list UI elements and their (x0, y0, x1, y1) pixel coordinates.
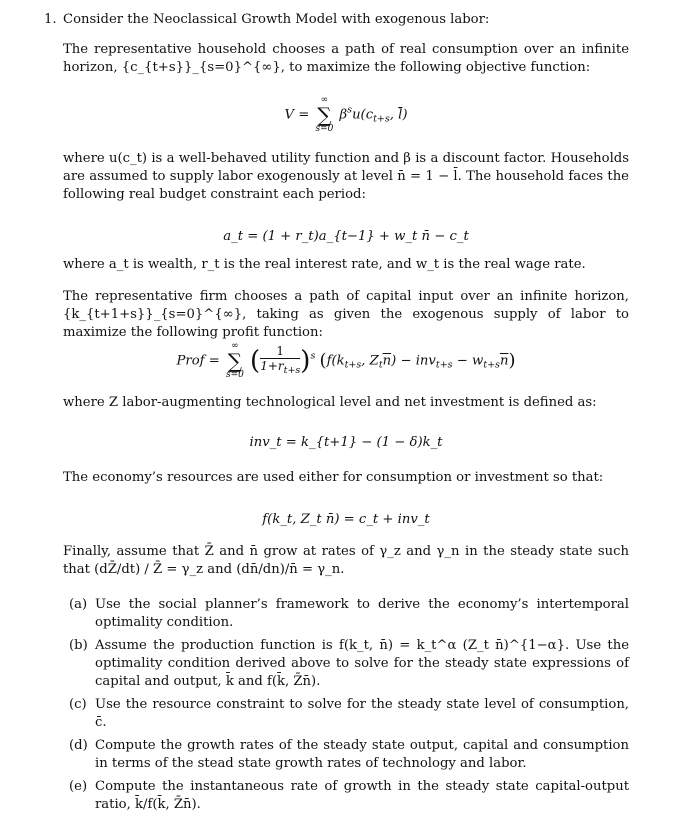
investment-equation: inv_t = k_{t+1} − (1 − δ)k_t (249, 435, 443, 450)
resource-equation: f(k_t, Z_t n̄) = c_t + inv_t (262, 512, 430, 527)
part-d (63, 737, 629, 773)
objective-equation: V = ∞ ∑ s=0 $\beta^su(c_{t+s}$, $\overline{l}$) (284, 95, 408, 134)
part-label: (d) (69, 738, 88, 753)
part-text: Use the resource constraint to solve for the steady state level of consumption, c̄. (95, 697, 629, 730)
question-number: 1. (44, 12, 57, 27)
part-b (63, 637, 629, 691)
part-text: Compute the instantaneous rate of growth in the steady state capital-output ratio, k̄/f(k̄, Z̄n̄). (95, 779, 629, 812)
profit-equation: Prof = ∞ ∑ s=0 ( $\frac{1}{1+r_{t+s}}$ )$^s$ ($f(k_{t+s}$, $Z_t\overline{n}) - inv_{t+s} - w_{t+s}\overline{n}$) (176, 341, 516, 380)
question-parts (63, 596, 629, 819)
budget-equation: a_t = (1 + r_t)a_{t−1} + w_t n̄ − c_t (223, 229, 469, 244)
summation-symbol: ∞ ∑ s=0 (225, 341, 244, 380)
investment-description: where Z labor-augmenting technological level and net investment is defined as: (63, 395, 597, 410)
part-e (63, 778, 629, 814)
question-heading: Consider the Neoclassical Growth Model with exogenous labor: (63, 12, 490, 27)
summation-symbol: ∞ ∑ s=0 (315, 95, 334, 134)
part-label: (b) (69, 638, 88, 653)
part-text: Use the social planner’s framework to derive the economy’s intertemporal optimality condition. (95, 597, 629, 630)
part-c (63, 696, 629, 732)
growth-description: Finally, assume that Z̄ and n̄ grow at rates of γ_z and γ_n in the steady state such that (dZ̄/dt) / Z̄ = γ_z and (dn̄/dn)/n̄ = γ_n. (63, 544, 629, 577)
resources-description: The economy’s resources are used either for consumption or investment so that: (63, 470, 604, 485)
wealth-description: where a_t is wealth, r_t is the real interest rate, and w_t is the real wage rate. (63, 257, 586, 272)
part-label: (c) (69, 697, 87, 712)
part-label: (e) (69, 779, 88, 794)
utility-description: where u(c_t) is a well-behaved utility function and β is a discount factor. Households are assumed to supply labor exogenously at level n̄ = 1 − l̄. The household faces the following real budget constraint each period: (63, 151, 629, 202)
household-intro: The representative household chooses a path of real consumption over an infinite horizon, {c_{t+s}}_{s=0}^{∞}, to maximize the following objective function: (63, 42, 629, 75)
part-text: Assume the production function is f(k_t, n̄) = k_t^α (Z_t n̄)^{1−α}. Use the optimality condition derived above to solve for the steady state expressions of capital and output, k̄ and f(k̄, Z̄n̄). (95, 638, 629, 689)
part-text: Compute the growth rates of the steady state output, capital and consumption in terms of the stead state growth rates of technology and labor. (95, 738, 629, 771)
firm-intro: The representative firm chooses a path of capital input over an infinite horizon, {k_{t+1+s}}_{s=0}^{∞}, taking as given the exogenous supply of labor to maximize the following profit function: (63, 289, 629, 340)
discount-fraction: $\frac{1}{1+r_{t+s}}$ (260, 344, 301, 376)
part-a (63, 596, 629, 632)
part-label: (a) (69, 597, 88, 612)
